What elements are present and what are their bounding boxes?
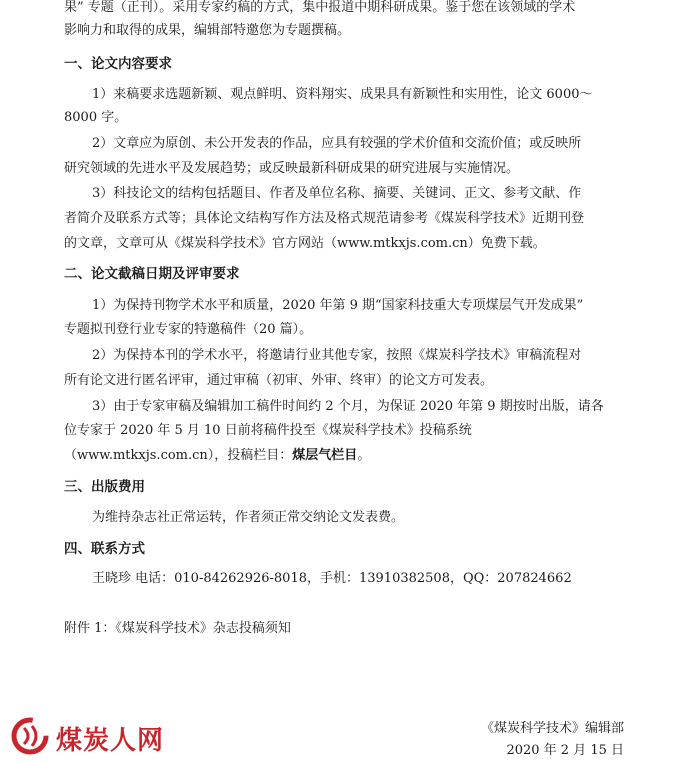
paragraph-line: 1）为保持刊物学术水平和质量，2020 年第 9 期“国家科技重大专项煤层气开发成果” <box>92 298 584 313</box>
paragraph-line: 3）由于专家审稿及编辑加工稿件时间约 2 个月，为保证 2020 年第 9 期按时出版，请各 <box>92 399 604 414</box>
date: 2020 年 2 月 15 日 <box>506 743 624 758</box>
paragraph-line: 专题拟刊登行业专家的特邀稿件（20 篇）。 <box>64 322 313 337</box>
submission-site: （www.mtkxjs.com.cn），投稿栏目： <box>64 448 293 463</box>
paragraph-line: 所有论文进行匿名评审，通过审稿（初审、外审、终审）的论文方可发表。 <box>64 373 494 388</box>
intro-line-2: 影响力和取得的成果，编辑部特邀您为专题撰稿。 <box>64 23 351 38</box>
paragraph-line: 研究领域的先进水平及发展趋势；或反映最新科研成果的研究进展与实施情况。 <box>64 161 520 176</box>
section-heading-content: 一、论文内容要求 <box>64 56 172 72</box>
watermark-text: 煤炭人网 <box>56 726 165 756</box>
section-heading-contact: 四、联系方式 <box>64 541 145 557</box>
paragraph-line: 2）为保持本刊的学术水平，将邀请行业其他专家，按照《煤炭科学技术》审稿流程对 <box>92 348 582 363</box>
submission-column: 煤层气栏目 <box>292 448 358 463</box>
paragraph-line: 位专家于 2020 年 5 月 10 日前将稿件投至《煤炭科学技术》投稿系统 <box>64 423 472 438</box>
paragraph-line: 1）来稿要求选题新颖、观点鲜明、资料翔实、成果具有新颖性和实用性，论文 6000～ <box>92 87 593 102</box>
paragraph-line: 者简介及联系方式等；具体论文结构写作方法及格式规范请参考《煤炭科学技术》近期刊登 <box>64 211 585 226</box>
watermark-emblem-icon <box>8 714 52 758</box>
intro-line-1: 果” 专题（正刊）。采用专家约稿的方式，集中报道中期科研成果。鉴于您在该领域的学术 <box>64 0 576 15</box>
paragraph-line: 为维持杂志社正常运转，作者须正常交纳论文发表费。 <box>92 510 405 525</box>
signature: 《煤炭科学技术》编辑部 <box>480 721 624 736</box>
paragraph-line: 2）文章应为原创、未公开发表的作品，应具有较强的学术价值和交流价值；或反映所 <box>92 136 582 151</box>
contact-line: 王晓珍 电话：010-84262926-8018，手机：13910382508，QQ：207824662 <box>92 571 572 586</box>
attachment-line: 附件 1：《煤炭科学技术》杂志投稿须知 <box>64 621 291 636</box>
watermark-logo <box>8 714 178 762</box>
paragraph-line: 8000 字。 <box>64 110 128 125</box>
section-heading-fees: 三、出版费用 <box>64 479 145 495</box>
paragraph-line: 的文章，文章可从《煤炭科学技术》官方网站（www.mtkxjs.com.cn）免费下载。 <box>64 236 546 251</box>
section-heading-deadline: 二、论文截稿日期及评审要求 <box>64 266 240 282</box>
paragraph-line <box>64 446 370 466</box>
punctuation: 。 <box>357 448 371 463</box>
paragraph-line: 3）科技论文的结构包括题目、作者及单位名称、摘要、关键词、正文、参考文献、作 <box>92 186 582 201</box>
